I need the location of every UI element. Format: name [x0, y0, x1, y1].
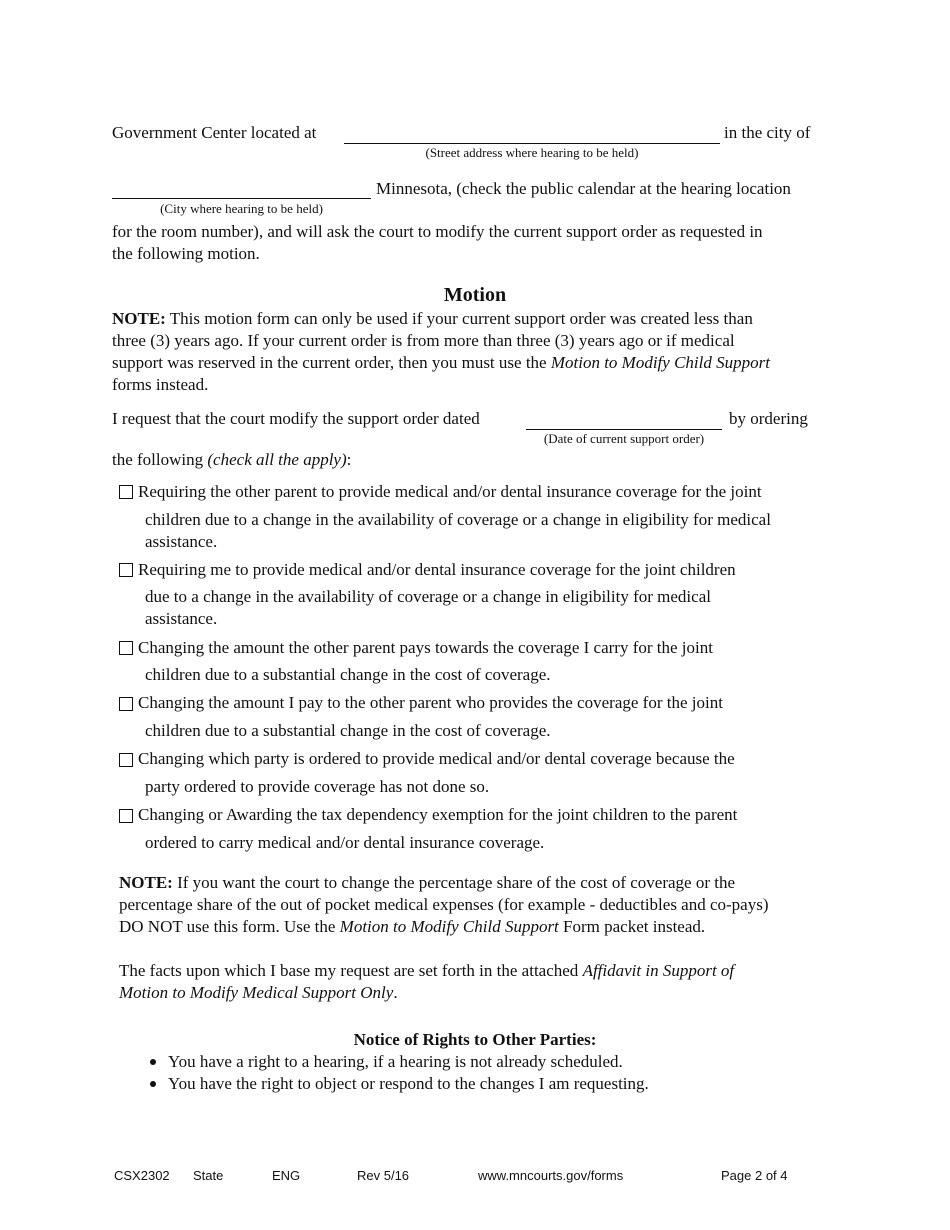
note2-line: percentage share of the out of pocket medical expenses (for example - deductibles and co-pays): [119, 895, 769, 914]
footer-state: State: [193, 1168, 224, 1183]
motion-note-line: forms instead.: [112, 375, 209, 394]
bullet-icon: [150, 1059, 156, 1065]
colon: :: [346, 450, 352, 469]
option-5-line: party ordered to provide coverage has not done so.: [145, 777, 490, 796]
street-address-caption: (Street address where hearing to be held): [425, 145, 639, 160]
intro-paragraph-line: for the room number), and will ask the court to modify the current support order as requested in: [112, 222, 763, 241]
footer-language: ENG: [272, 1168, 301, 1183]
note2-line: [119, 872, 735, 894]
option-4-line: Changing the amount I pay to the other parent who provides the coverage for the joint: [138, 693, 723, 712]
note2-line: [119, 916, 705, 938]
option-checkbox-1[interactable]: [119, 485, 133, 499]
intro-city-of-text: in the city of: [724, 123, 811, 142]
option-checkbox-5[interactable]: [119, 753, 133, 767]
option-2-line: assistance.: [145, 609, 218, 628]
footer-form-code: CSX2302: [114, 1168, 170, 1183]
facts-text: The facts upon which I base my request are set forth in the attached: [119, 961, 583, 980]
option-2-line: due to a change in the availability of coverage or a change in eligibility for medical: [145, 587, 711, 606]
facts-line: [119, 960, 734, 982]
request-text: I request that the court modify the support order dated: [112, 409, 480, 428]
option-1-line: children due to a change in the availability of coverage or a change in eligibility for medical: [145, 510, 771, 529]
option-checkbox-4[interactable]: [119, 697, 133, 711]
order-date-caption: (Date of current support order): [543, 431, 705, 446]
following-line: [112, 449, 351, 471]
option-checkbox-2[interactable]: [119, 563, 133, 577]
option-1-line: Requiring the other parent to provide medical and/or dental insurance coverage for the joint: [138, 482, 762, 501]
footer-url[interactable]: www.mncourts.gov/forms: [478, 1168, 624, 1183]
option-checkbox-6[interactable]: [119, 809, 133, 823]
option-4-line: children due to a substantial change in the cost of coverage.: [145, 721, 551, 740]
city-caption: (City where hearing to be held): [160, 201, 323, 216]
rights-item: You have the right to object or respond to the changes I am requesting.: [168, 1074, 649, 1093]
affidavit-reference: Affidavit in Support of: [582, 961, 735, 980]
intro-gov-center-text: Government Center located at: [112, 123, 317, 142]
option-6-line: ordered to carry medical and/or dental insurance coverage.: [145, 833, 545, 852]
note2-text: Form packet instead.: [558, 917, 706, 936]
option-1-line: assistance.: [145, 532, 218, 551]
note2-text: DO NOT use this form. Use the: [119, 917, 340, 936]
motion-note-line: three (3) years ago. If your current order is from more than three (3) years ago or if medical: [112, 331, 735, 350]
option-5-line: Changing which party is ordered to provide medical and/or dental coverage because the: [138, 749, 735, 768]
note-text: This motion form can only be used if your current support order was created less than: [165, 309, 753, 328]
motion-note-line: [112, 308, 753, 330]
option-3-line: children due to a substantial change in the cost of coverage.: [145, 665, 551, 684]
footer-revision: Rev 5/16: [357, 1168, 410, 1183]
facts-text: .: [393, 983, 398, 1002]
city-field[interactable]: [112, 198, 371, 199]
note-label: NOTE:: [112, 309, 166, 328]
bullet-icon: [150, 1081, 156, 1087]
note2-label: NOTE:: [119, 873, 173, 892]
rights-item: You have a right to a hearing, if a hearing is not already scheduled.: [168, 1052, 623, 1071]
form-reference: Motion to Modify Child Support: [339, 917, 559, 936]
street-address-field[interactable]: [344, 143, 720, 144]
option-checkbox-3[interactable]: [119, 641, 133, 655]
following-text: the following: [112, 450, 208, 469]
rights-title: Notice of Rights to Other Parties:: [353, 1030, 597, 1049]
note-text: support was reserved in the current order, then you must use the: [112, 353, 551, 372]
form-reference: Motion to Modify Child Support: [550, 353, 770, 372]
motion-title: Motion: [443, 284, 507, 306]
intro-paragraph-line: the following motion.: [112, 244, 260, 263]
note2-text: If you want the court to change the percentage share of the cost of coverage or the: [172, 873, 736, 892]
intro-minnesota-text: Minnesota, (check the public calendar at the hearing location: [376, 179, 791, 198]
request-by-ordering-text: by ordering: [729, 409, 808, 428]
motion-note-line: [112, 352, 770, 374]
order-date-field[interactable]: [526, 429, 722, 430]
check-all-instruction: (check all the apply): [207, 450, 347, 469]
option-6-line: Changing or Awarding the tax dependency exemption for the joint children to the parent: [138, 805, 738, 824]
footer-page-number: Page 2 of 4: [721, 1168, 788, 1183]
option-2-line: Requiring me to provide medical and/or dental insurance coverage for the joint children: [138, 560, 736, 579]
option-3-line: Changing the amount the other parent pays towards the coverage I carry for the joint: [138, 638, 713, 657]
facts-line: [119, 982, 398, 1004]
affidavit-reference: Motion to Modify Medical Support Only: [119, 983, 394, 1002]
